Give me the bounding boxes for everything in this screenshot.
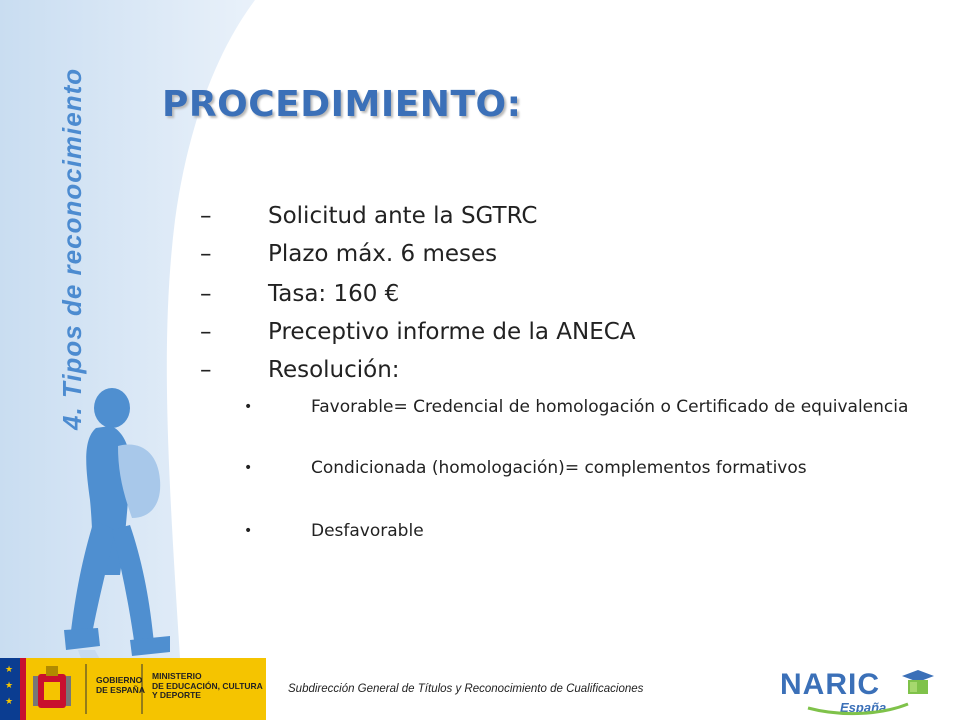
sub-list-item-text: Desfavorable: [311, 521, 424, 541]
bullet-marker: •: [244, 523, 253, 539]
graduation-cap-icon: [902, 670, 934, 694]
list-item-text: Plazo máx. 6 meses: [268, 241, 498, 267]
eu-stars-icon: [5, 665, 13, 707]
page-title: PROCEDIMIENTO:: [162, 84, 522, 125]
gov-line: DE ESPAÑA: [96, 684, 145, 695]
dash-marker: –: [200, 241, 212, 267]
bullet-marker: •: [244, 399, 253, 415]
svg-text:★: ★: [5, 697, 14, 707]
svg-text:★: ★: [5, 665, 14, 675]
list-item-text: Resolución:: [268, 357, 400, 383]
naric-logo: [778, 664, 938, 718]
dash-marker: –: [200, 281, 212, 307]
sub-list-item-text: Condicionada (homologación)= complementos formativos: [311, 458, 807, 478]
ministry-label: [152, 672, 263, 701]
ministry-line: DE EDUCACIÓN, CULTURA: [152, 680, 263, 691]
sub-list-item-text: Favorable= Credencial de homologación o Certificado de equivalencia: [311, 397, 909, 417]
section-title-vertical: 4. Tipos de reconocimiento: [57, 67, 87, 430]
dash-marker: –: [200, 203, 212, 229]
dash-marker: –: [200, 357, 212, 383]
government-label: [96, 676, 145, 695]
naric-name: NARIC: [780, 668, 880, 701]
coat-of-arms-icon: [33, 666, 71, 708]
list-item-text: Preceptivo informe de la ANECA: [268, 319, 636, 345]
naric-country: España: [840, 700, 887, 715]
gov-line: GOBIERNO: [96, 675, 143, 685]
footer-credit: Subdirección General de Títulos y Reconocimiento de Cualificaciones: [288, 683, 644, 695]
ministry-line: MINISTERIO: [152, 671, 202, 681]
svg-text:★: ★: [5, 681, 14, 691]
bullet-marker: •: [244, 460, 253, 476]
ministry-line: Y DEPORTE: [152, 690, 201, 700]
dash-marker: –: [200, 319, 212, 345]
list-item-text: Tasa: 160 €: [268, 281, 400, 307]
list-item-text: Solicitud ante la SGTRC: [268, 203, 538, 229]
government-logo: [0, 658, 266, 720]
